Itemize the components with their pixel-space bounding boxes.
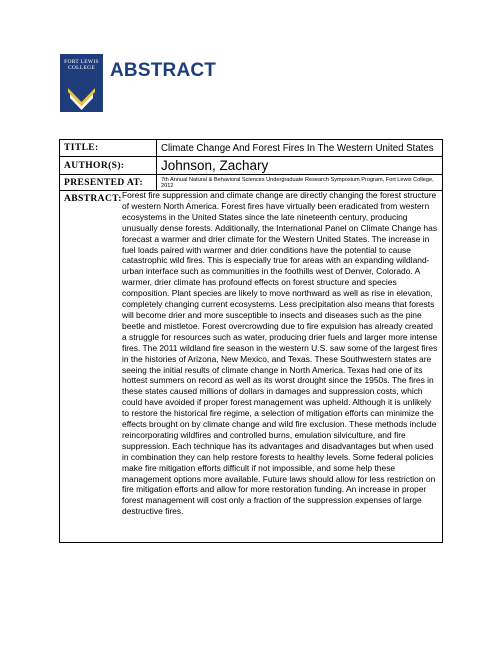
logo-text-line-2: COLLEGE <box>67 65 96 71</box>
author-value: Johnson, Zachary <box>161 158 269 173</box>
logo-text-line-1: FORT LEWIS <box>64 59 99 65</box>
abstract-table <box>59 139 443 543</box>
logo-text <box>60 59 103 71</box>
page-title: ABSTRACT <box>110 60 217 81</box>
abstract-text: Forest fire suppression and climate change are directly changing the forest structure of western North America. Forest fires have virtually been eradicated from western ecosystems in the United States since the late nineteenth century, producing unusually dense forests. Additionally, the International Panel on Climate Change has forecast a warmer and drier climate for the Western United States. The increase in fuel loads paired with warmer and drier conditions have the potential to cause catastrophic wild fires. This is especially true for areas with an expanding wildland-urban interface such as communities in the foothills west of Denver, Colorado. A warmer, drier climate has profound effects on forest structure and species composition. Plant species are likely to move northward as well as rise in elevation, completely changing current ecosystems. Less precipitation also means that forests will become drier and more susceptible to insects and diseases such as the pine beetle and mistletoe. Forest overcrowding due to fire expulsion has already created a struggle for resources such as water, producing drier fuels and larger more intense fires. The 2011 wildland fire season in the western U.S. saw some of the largest fires in the histories of Arizona, New Mexico, and Texas. These Southwestern states are seeing the initial results of climate change in North America. Texas had one of its hottest summers on record as well as its worst drought since the 1950s. The fires in these states caused millions of dollars in damages and suppression costs, which could have avoided if proper forest management was upheld. Although it is unlikely to restore the historical fire regime, a selection of mitigation efforts can minimize the effects brought on by climate change and wild fire exclusion. These methods include reincorporating wildfires and controlled burns, emulation silviculture, and fire suppression. Each technique has its advantages and disadvantages but when used in combination they can help restore forests to healthy levels. Some federal policies make fire mitigation efforts difficult if not impossible, and some help these management options more available. Future laws should allow for less restriction on fire mitigation efforts and allow for more restoration funding. An increase in proper forest management will cost only a fraction of the suppression expenses of large destructive fires. <box>122 190 438 517</box>
title-label: TITLE: <box>60 140 157 156</box>
author-label: AUTHOR(S): <box>60 157 157 174</box>
title-value: Climate Change And Forest Fires In The Western United States <box>161 142 434 154</box>
presented-row <box>60 175 442 191</box>
college-logo-icon <box>60 54 103 112</box>
presented-value: 7th Annual Natural & Behavioral Sciences Undergraduate Research Symposium Program, Fort Lewis College, 2012 <box>161 176 434 189</box>
abstract-label: ABSTRACT: <box>64 194 122 204</box>
author-row <box>60 157 442 175</box>
title-row <box>60 140 442 157</box>
presented-label: PRESENTED AT: <box>60 175 157 190</box>
